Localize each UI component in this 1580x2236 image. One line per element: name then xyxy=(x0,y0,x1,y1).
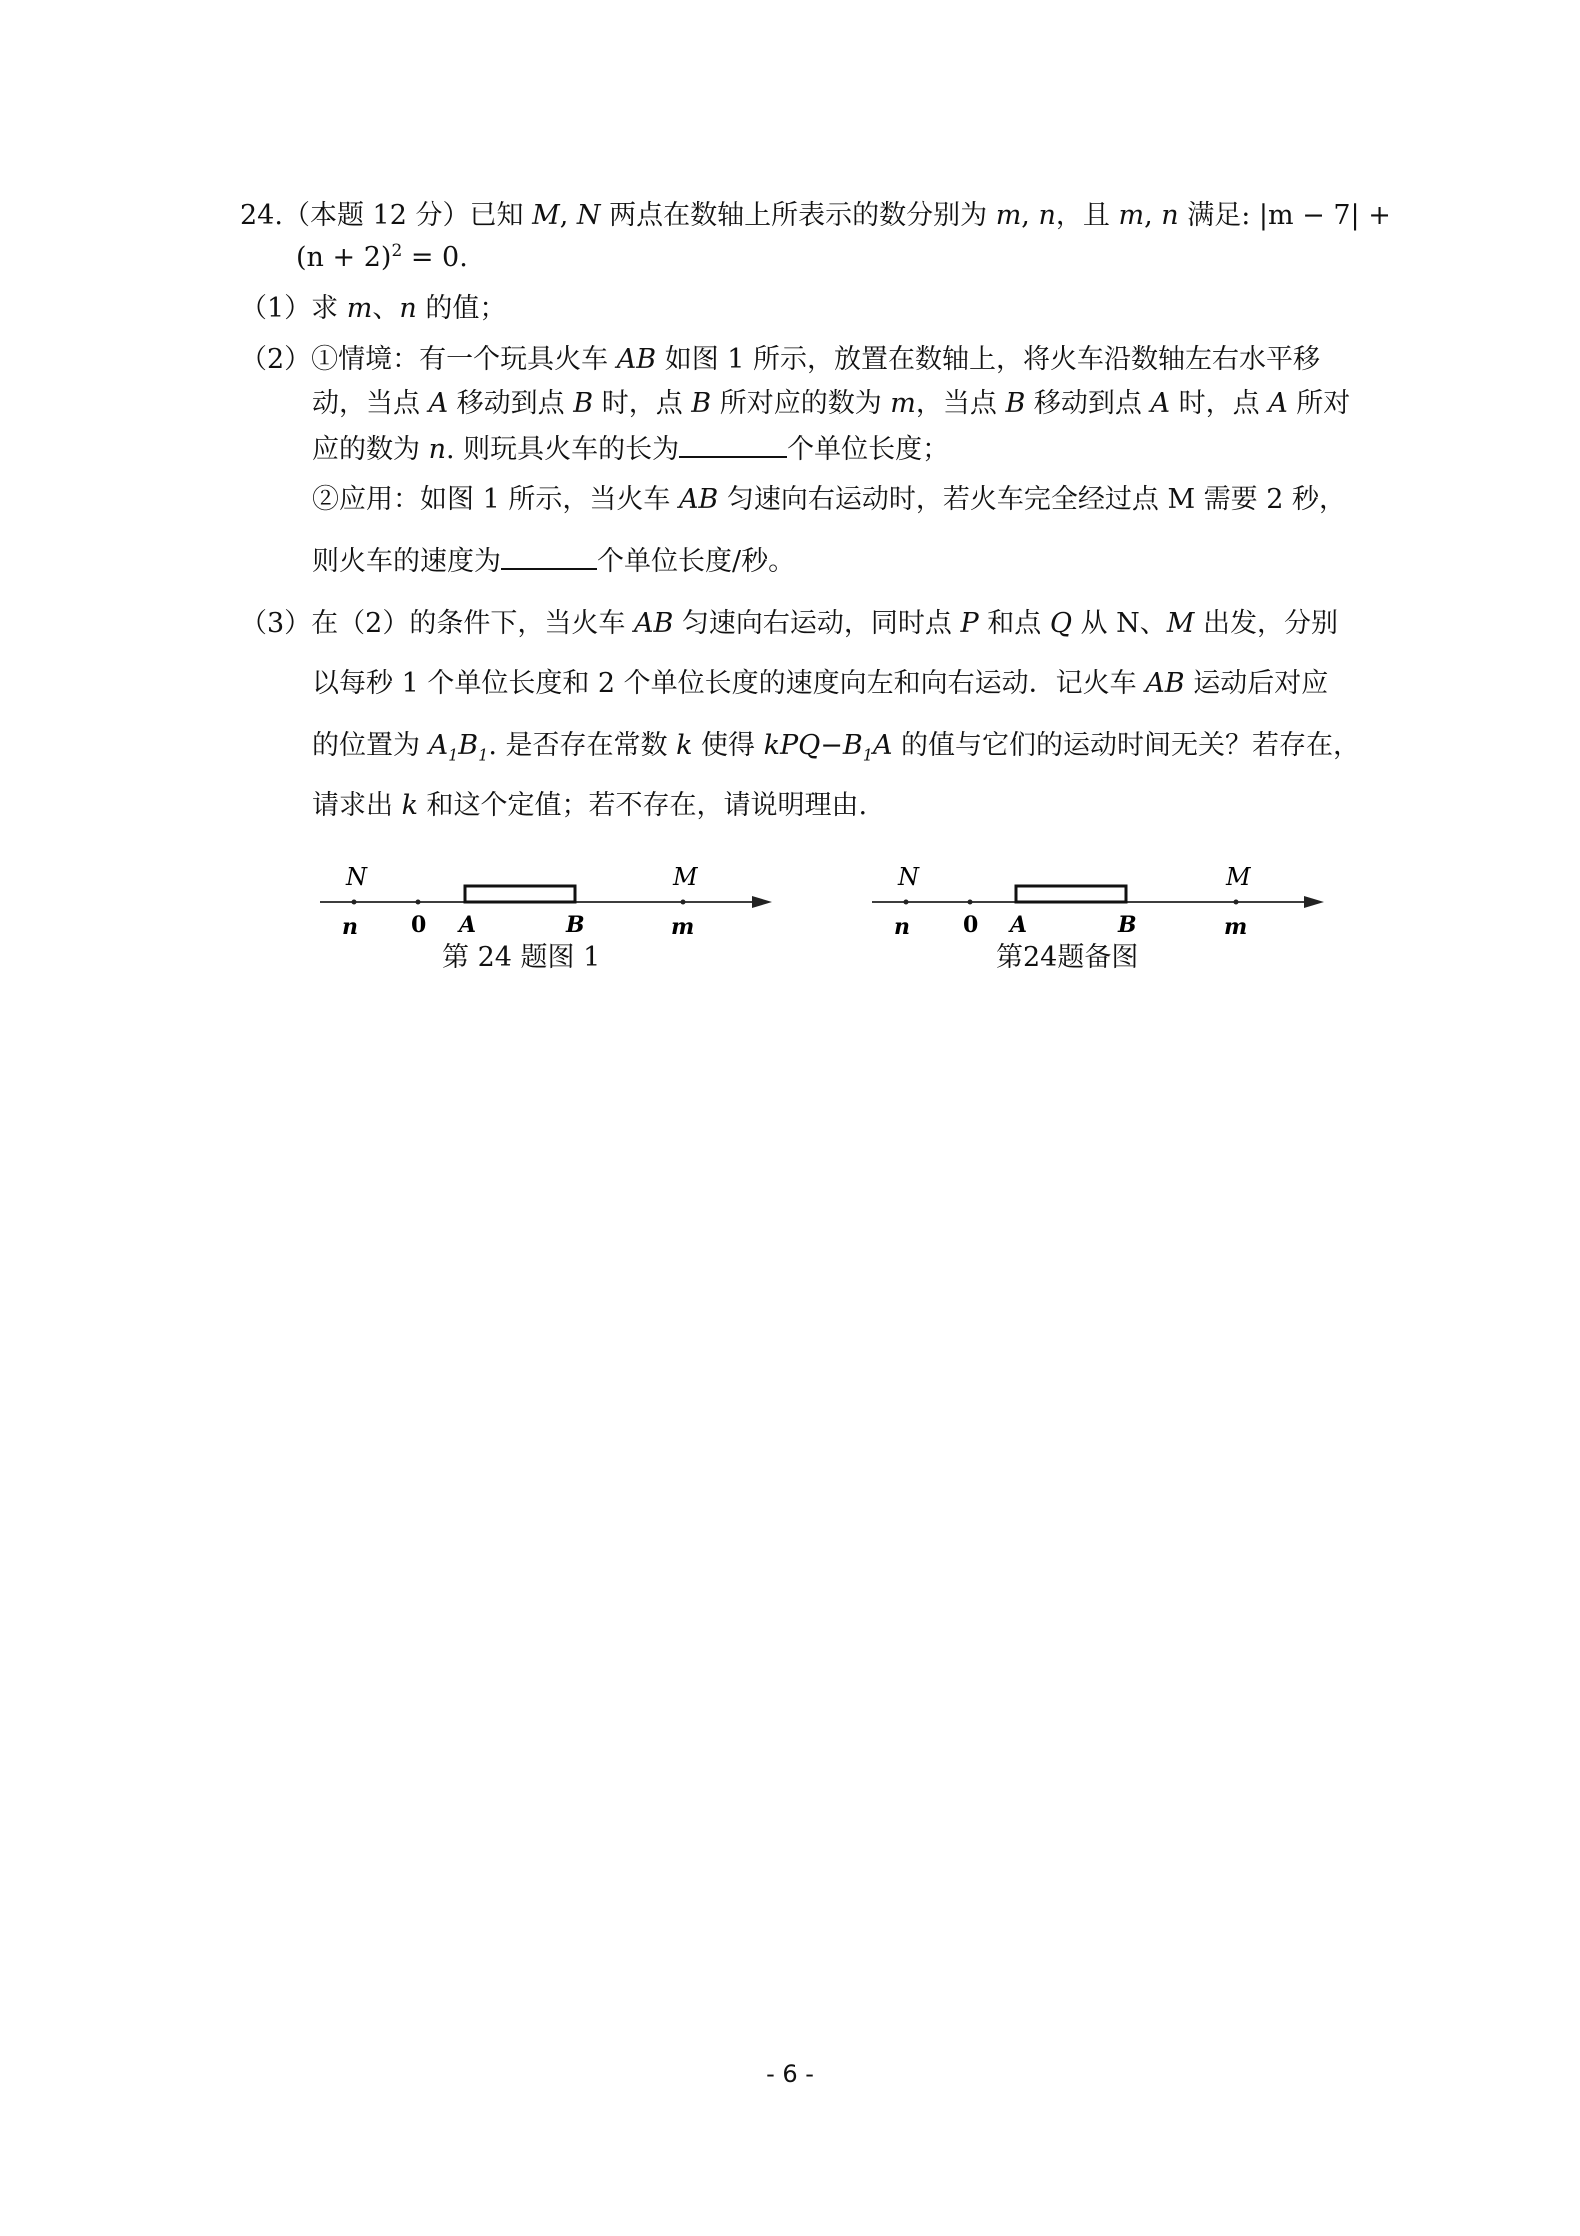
toy-train-ab xyxy=(1016,886,1126,902)
page-number: - 6 - xyxy=(766,2060,814,2088)
point-n xyxy=(904,900,909,905)
label-B: B xyxy=(1118,912,1137,938)
point-origin xyxy=(968,900,973,905)
answer-blank-train-speed[interactable] xyxy=(501,540,597,570)
toy-train-ab xyxy=(465,886,575,902)
figure-1-caption: 第 24 题图 1 xyxy=(442,942,601,973)
label-n: n xyxy=(342,914,358,940)
part-3-line-1: （3）在（2）的条件下，当火车 AB 匀速向右运动，同时点 P 和点 Q 从 N、M 出发，分别 xyxy=(240,608,1338,639)
part-2-line-3: 应的数为 n. 则玩具火车的长为 个单位长度； xyxy=(312,428,949,470)
label-n: n xyxy=(894,914,910,940)
number-line-figure-2 xyxy=(868,862,1338,948)
part-1: （1）求 m、n 的值； xyxy=(240,293,507,324)
label-M: M xyxy=(673,863,698,891)
question-line-1: 24.（本题 12 分）已知 M, N 两点在数轴上所表示的数分别为 m, n，且 m, n 满足: |m − 7| + xyxy=(240,200,1391,231)
figure-2-caption: 第24题备图 xyxy=(996,942,1139,973)
label-N: N xyxy=(346,863,367,891)
question-line-2: $(n + 2)^2 = 0$. xyxy=(296,241,468,273)
point-m xyxy=(1234,900,1239,905)
label-m: m xyxy=(671,914,695,940)
part-2-line-4: ②应用：如图 1 所示，当火车 AB 匀速向右运动时，若火车完全经过点 M 需要 2 秒， xyxy=(312,484,1347,515)
equation-part-2: (n + 2) xyxy=(296,242,392,273)
label-A: A xyxy=(459,912,477,938)
label-zero: 0 xyxy=(411,912,427,938)
equation-part-1: |m − 7| + xyxy=(1258,200,1391,231)
label-M: M xyxy=(1226,863,1251,891)
part-2-line-1: （2）①情境：有一个玩具火车 AB 如图 1 所示，放置在数轴上，将火车沿数轴左右水平移 xyxy=(240,344,1321,375)
number-line-figure-1 xyxy=(316,862,786,948)
part-3-line-3: 的位置为 $A_1B_1$. 是否存在常数 k 使得 $kPQ-B_1A$ 的值与它们的运动时间无关？若存在， xyxy=(312,730,1361,765)
part-3-line-2: 以每秒 1 个单位长度和 2 个单位长度的速度向左和向右运动．记火车 AB 运动后对应 xyxy=(312,668,1329,699)
point-n xyxy=(352,900,357,905)
label-zero: 0 xyxy=(963,912,979,938)
axis-arrow-icon xyxy=(1304,896,1324,908)
point-m xyxy=(681,900,686,905)
label-m: m xyxy=(1224,914,1248,940)
point-origin xyxy=(416,900,421,905)
answer-blank-train-length[interactable] xyxy=(679,428,787,458)
label-N: N xyxy=(898,863,919,891)
part-2-line-2: 动，当点 A 移动到点 B 时，点 B 所对应的数为 m，当点 B 移动到点 A 时，点 A 所对 xyxy=(312,388,1351,419)
label-A: A xyxy=(1010,912,1028,938)
part-2-line-5: 则火车的速度为 个单位长度/秒。 xyxy=(312,540,795,582)
label-B: B xyxy=(566,912,585,938)
axis-arrow-icon xyxy=(752,896,772,908)
part-3-line-4: 请求出 k 和这个定值；若不存在，请说明理由. xyxy=(312,790,868,821)
question-number: 24.（本题 12 分） xyxy=(240,200,470,231)
